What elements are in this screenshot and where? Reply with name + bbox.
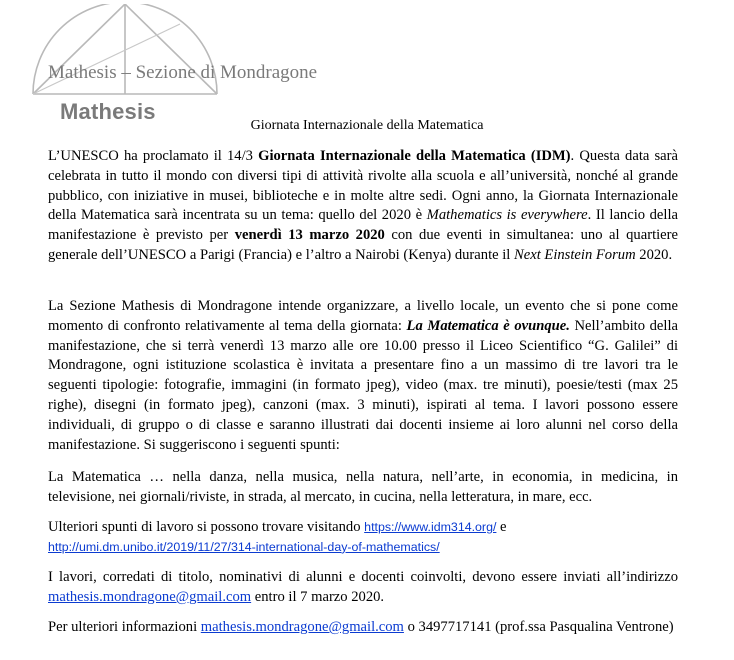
text: e xyxy=(496,519,507,535)
section-header: Mathesis – Sezione di Mondragone xyxy=(48,62,318,83)
date-bold: venerdì 13 marzo 2020 xyxy=(234,227,385,244)
text: o 3497717141 (prof.ssa Pasqualina Ventrone) xyxy=(403,619,674,635)
idm-bold: Giornata Internazionale della Matematica (IDM) xyxy=(258,148,571,164)
text: con due eventi in simultanea: uno al quartiere generale dell’UNESCO a Parigi (Francia) e l’altro a Nairobi (Kenya) durante il xyxy=(48,227,678,263)
paragraph-sezione xyxy=(48,297,678,455)
paragraph-unesco xyxy=(48,147,678,266)
paragraph-contatti xyxy=(48,618,678,638)
text: La Sezione Mathesis di Mondragone intende organizzare, a livello locale, un evento che si pone come momento di confronto relativamente al tema della giornata: xyxy=(48,298,678,334)
document-title: Giornata Internazionale della Matematica xyxy=(250,118,484,133)
mathesis-logo-text: Mathesis xyxy=(60,99,156,124)
text: Ulteriori spunti di lavoro si possono trovare visitando xyxy=(48,519,365,535)
idm314-link[interactable]: https://www.idm314.org/ xyxy=(364,520,497,534)
text: Per ulteriori informazioni xyxy=(48,619,201,635)
paragraph-links xyxy=(48,518,678,558)
text: entro il 7 marzo 2020. xyxy=(251,588,385,605)
text: . Questa data sarà celebrata in tutto il mondo con diversi tipi di attività rivolte alla scuola e all’università, nonché al grande pubblico, con iniziative in musei, biblioteche e in molte altre sedi. Ogni anno, la Giornata Internazionale della Matematica sarà incentrata su un tema: quello del 2020 è xyxy=(48,148,679,224)
forum-italic: Next Einstein Forum xyxy=(514,246,636,263)
umi-link[interactable]: http://umi.dm.unibo.it/2019/11/27/314-international-day-of-mathematics/ xyxy=(48,539,440,554)
paragraph-spunti xyxy=(48,468,678,508)
email-link[interactable]: mathesis.mondragone@gmail.com xyxy=(48,588,252,605)
text: La Matematica … nella danza, nella musica, nella natura, nell’arte, in economia, in medicina, in televisione, nei giornali/riviste, in strada, al mercato, in cucina, nella letteratura, in mare, ecc. xyxy=(48,469,678,505)
text: Nell’ambito della manifestazione, che si terrà venerdì 13 marzo alle ore 10.00 presso il Liceo Scientifico “G. Galilei” di Mondragone, ogni istituzione scolastica è invitata a presentare fino a un massimo di tre lavori tra le seguenti tipologie: fotografie, immagini (in formato jpeg), video (max. tre minuti), poesie/testi (max 25 righe), disegni (in formato jpeg), canzoni (max. 3 minuti), ispirati al tema. I lavori possono essere individuali, di gruppo o di classe e saranno illustrati dai docenti insieme ai loro alunni nel corso della manifestazione. Si suggeriscono i seguenti spunti: xyxy=(48,317,678,453)
email-link[interactable]: mathesis.mondragone@gmail.com xyxy=(200,619,404,635)
paragraph-invio xyxy=(48,568,678,608)
theme-italic: Mathematics is everywhere xyxy=(426,207,588,224)
text: 2020. xyxy=(635,246,673,263)
text: I lavori, corredati di titolo, nominativi di alunni e docenti coinvolti, devono essere inviati all’indirizzo xyxy=(48,569,678,585)
text: L’UNESCO ha proclamato il 14/3 xyxy=(48,148,259,164)
text: . Il lancio della manifestazione è previsto per xyxy=(48,207,678,244)
theme-bold-italic: La Matematica è ovunque. xyxy=(406,317,570,334)
